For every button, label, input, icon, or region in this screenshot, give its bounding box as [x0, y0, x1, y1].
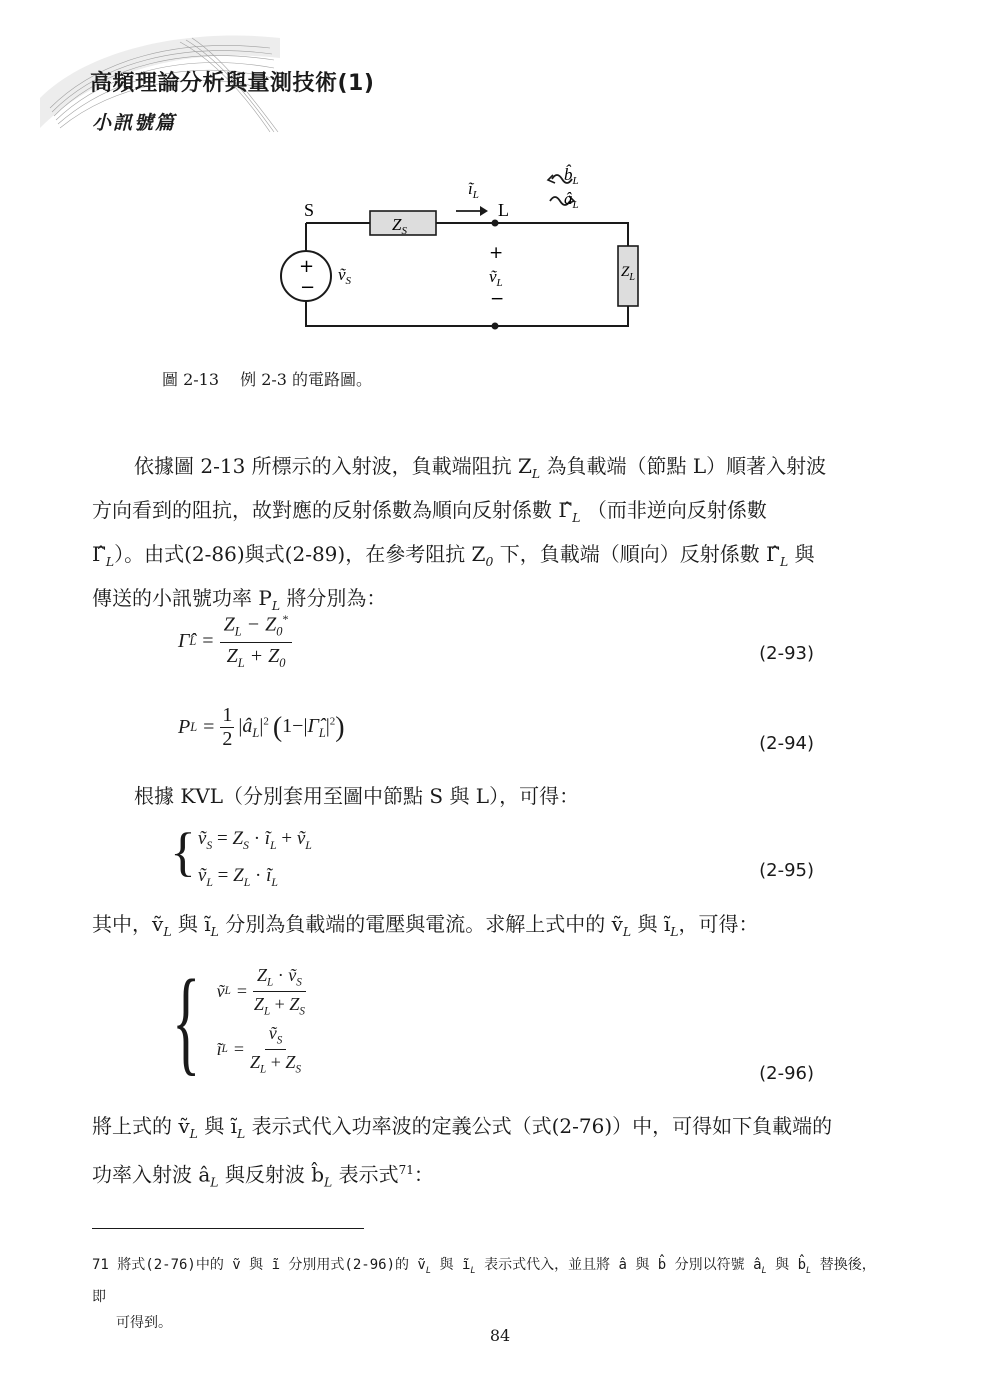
node-bottom-dot — [492, 323, 499, 330]
source-plus: + — [299, 256, 315, 277]
wire-top-right — [436, 223, 628, 246]
footnote-71: 71 將式(2-76)中的 ṽ 與 ĩ 分別用式(2-96)的 ṽ$_L$ 與 $ĩ_L$ 表示式代入，並且將 â 與 b̂ 分別以符號 $â_L$ 與 $b̂_L$ 替換後，即 可得到。 — [92, 1257, 876, 1331]
figure-caption: 圖 2-13 例 2-3 的電路圖。 — [162, 370, 373, 389]
vl-label: ṽ — [489, 267, 497, 286]
label-L: L — [498, 200, 509, 220]
label-S: S — [304, 200, 315, 220]
zl-sub: L — [629, 272, 635, 283]
svg-text:ṽS — [338, 265, 352, 287]
circuit-diagram — [270, 150, 670, 350]
vs-label: ṽ — [338, 265, 346, 284]
wire-right-bottom — [306, 301, 628, 326]
load-minus: − — [490, 289, 505, 309]
source-minus: − — [300, 277, 316, 298]
equation-number-2-93: (2-93) — [759, 643, 814, 664]
il-label: ĩ — [468, 179, 473, 198]
book-title: 高頻理論分析與量測技術(1) — [90, 71, 375, 96]
paragraph-2: 根據 KVL（分別套用至圖中節點 S 與 L），可得： — [134, 784, 580, 808]
footnote-divider — [92, 1228, 364, 1229]
book-subtitle: 小訊號篇 — [92, 112, 177, 134]
zs-sub: S — [401, 225, 407, 237]
equation-2-96: { ṽ L = $\frac{Z_L \cdot ṽ_S}{Z_L + Z_S}$ ĩ L = $\frac{ṽ_S}{Z_L + Z_S}$ — [172, 955, 305, 1086]
equation-2-94: P L = $\frac{1}{2}$ $|â_L|^2$ ( $1-|\Gammâ_L|^2$ ) — [178, 704, 345, 750]
paragraph-4: 將上式的 ṽ$_L$ 與 $ĩ_L$ 表示式代入功率波的定義公式（式(2-76)）中，可得如下負載端的 功率入射波 $â_L$ 與反射波 $b̂_L$ 表示式$^{71}$： — [92, 1114, 833, 1190]
bL-label: b̂ — [564, 165, 573, 184]
bL-sub: L — [572, 175, 579, 187]
vl-sub: L — [496, 277, 503, 289]
aL-label: â — [564, 189, 573, 208]
page-number: 84 — [489, 1326, 511, 1345]
svg-text:b̂L — [564, 165, 579, 187]
equation-number-2-95: (2-95) — [759, 860, 814, 881]
equation-number-2-94: (2-94) — [759, 733, 814, 754]
svg-text:ṽL — [489, 267, 503, 289]
node-L-dot — [492, 220, 499, 227]
paragraph-1: 依據圖 2-13 所標示的入射波，負載端阻抗 $Z_L$ 為負載端（節點 L）順著入射波 方向看到的阻抗，故對應的反射係數為順向反射係數 $\Gammâ_L$ （而非逆向反射係數 $\Gammâ_L$）。由式(2-86)與式(2-89)，在參考阻抗 $Z_0$ 下，負載端（順向）反射係數 $\Gammâ_L$ 與 傳送的小訊號功率 $P_L$ 將分別為： — [92, 454, 827, 613]
equation-number-2-96: (2-96) — [759, 1063, 814, 1084]
vs-sub: S — [345, 275, 352, 287]
svg-text:ĩL — [468, 179, 479, 201]
il-sub: L — [472, 189, 479, 201]
zl-label: Z — [621, 264, 630, 280]
aL-sub: L — [572, 199, 579, 211]
zs-label: Z — [392, 215, 402, 234]
svg-text:âL — [564, 189, 579, 211]
equation-2-93: Γ̂ L = $\frac{Z_L - Z_0^*}{Z_L + Z_0}$ — [178, 612, 292, 671]
paragraph-3: 其中，ṽ$_L$ 與 $ĩ_L$ 分別為負載端的電壓與電流。求解上式中的 ṽ$_L$ 與 $ĩ_L$，可得： — [92, 912, 759, 939]
load-plus: + — [489, 243, 504, 263]
equation-2-95: { ṽ$_S$ = $Z_S$ · $ĩ_L$ + ṽ$_L$ ṽ$_L$ = $Z_L$ · $ĩ_L$ — [170, 822, 312, 889]
